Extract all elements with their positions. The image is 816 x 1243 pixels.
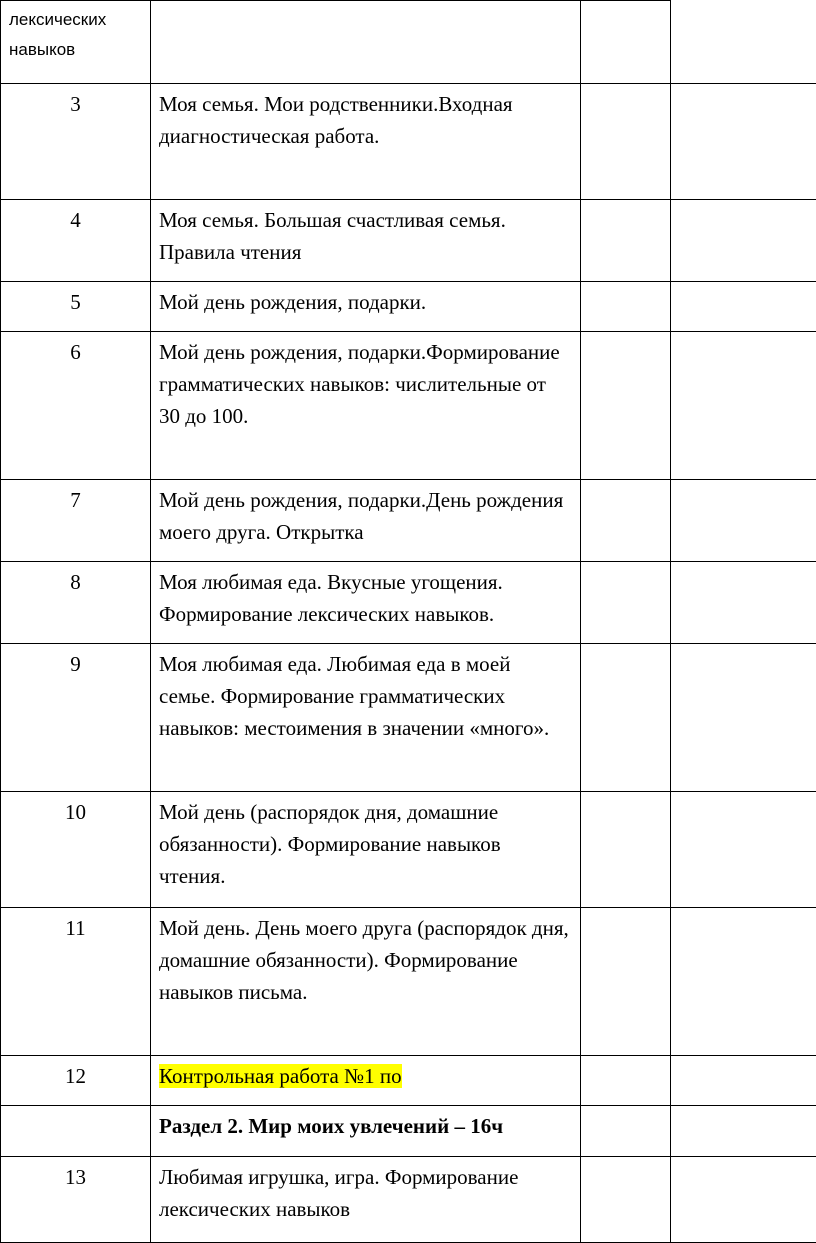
hours-cell [581, 480, 671, 562]
lesson-topic-text: Любимая игрушка, игра. Формирование лексических навыков [159, 1165, 518, 1221]
table-row [1, 908, 816, 1056]
date-cell [671, 84, 816, 200]
lesson-number: 9 [1, 644, 151, 792]
table-row [1, 1106, 816, 1157]
lesson-topic [151, 908, 581, 1056]
lesson-topic [151, 562, 581, 644]
date-cell [671, 1, 816, 84]
lesson-topic [151, 84, 581, 200]
lesson-number: 6 [1, 332, 151, 480]
date-cell [671, 1157, 816, 1243]
date-cell [671, 644, 816, 792]
hours-cell [581, 1, 671, 84]
table-row [1, 332, 816, 480]
lesson-topic-text: Моя семья. Мои родственники.Входная диагностическая работа. [159, 92, 513, 148]
lesson-topic-text: Моя любимая еда. Вкусные угощения. Формирование лексических навыков. [159, 570, 503, 626]
lesson-topic-text: Мой день (распорядок дня, домашние обязанности). Формирование навыков чтения. [159, 800, 501, 888]
continuation-cell: лексических навыков [1, 1, 151, 84]
lesson-topic-text: Мой день рождения, подарки.День рождения моего друга. Открытка [159, 488, 563, 544]
lesson-number: 3 [1, 84, 151, 200]
table-row [1, 200, 816, 282]
date-cell [671, 332, 816, 480]
hours-cell [581, 908, 671, 1056]
lesson-number: 7 [1, 480, 151, 562]
continuation-row [1, 1, 816, 84]
date-cell [671, 200, 816, 282]
table-row [1, 480, 816, 562]
lesson-number [1, 1106, 151, 1157]
table-row [1, 84, 816, 200]
lesson-topic [151, 1056, 581, 1106]
lesson-topic-text: Контрольная работа №1 по [159, 1064, 402, 1088]
lesson-topic-text: Мой день рождения, подарки.Формирование грамматических навыков: числительные от 30 до 100. [159, 340, 560, 428]
lesson-plan-body [1, 1, 816, 1243]
date-cell [671, 1106, 816, 1157]
section-heading [151, 1106, 581, 1157]
table-row [1, 1157, 816, 1243]
lesson-topic [151, 644, 581, 792]
lesson-number: 8 [1, 562, 151, 644]
table-row [1, 792, 816, 908]
hours-cell [581, 282, 671, 332]
date-cell [671, 282, 816, 332]
lesson-topic [151, 1157, 581, 1243]
lesson-topic [151, 480, 581, 562]
lesson-topic-text: Моя любимая еда. Любимая еда в моей семье. Формирование грамматических навыков: местоимения в значении «много». [159, 652, 549, 740]
date-cell [671, 1056, 816, 1106]
lesson-topic [151, 200, 581, 282]
date-cell [671, 562, 816, 644]
table-row [1, 562, 816, 644]
hours-cell [581, 644, 671, 792]
hours-cell [581, 200, 671, 282]
lesson-topic-text: Мой день рождения, подарки. [159, 290, 426, 314]
date-cell [671, 480, 816, 562]
hours-cell [581, 1056, 671, 1106]
lesson-topic-text: Мой день. День моего друга (распорядок дня, домашние обязанности). Формирование навыков письма. [159, 916, 569, 1004]
lesson-topic [151, 792, 581, 908]
lesson-topic [151, 282, 581, 332]
lesson-topic-text: Раздел 2. Мир моих увлечений – 16ч [159, 1114, 503, 1138]
lesson-number: 13 [1, 1157, 151, 1243]
lesson-number: 12 [1, 1056, 151, 1106]
lesson-number: 11 [1, 908, 151, 1056]
table-row [1, 644, 816, 792]
topic-cell-empty [151, 1, 581, 84]
hours-cell [581, 332, 671, 480]
hours-cell [581, 1106, 671, 1157]
hours-cell [581, 1157, 671, 1243]
lesson-number: 4 [1, 200, 151, 282]
hours-cell [581, 562, 671, 644]
table-row [1, 1056, 816, 1106]
lesson-number: 10 [1, 792, 151, 908]
table-row [1, 282, 816, 332]
hours-cell [581, 84, 671, 200]
lesson-topic-text: Моя семья. Большая счастливая семья. Правила чтения [159, 208, 506, 264]
date-cell [671, 908, 816, 1056]
date-cell [671, 792, 816, 908]
hours-cell [581, 792, 671, 908]
lesson-number: 5 [1, 282, 151, 332]
lesson-topic [151, 332, 581, 480]
